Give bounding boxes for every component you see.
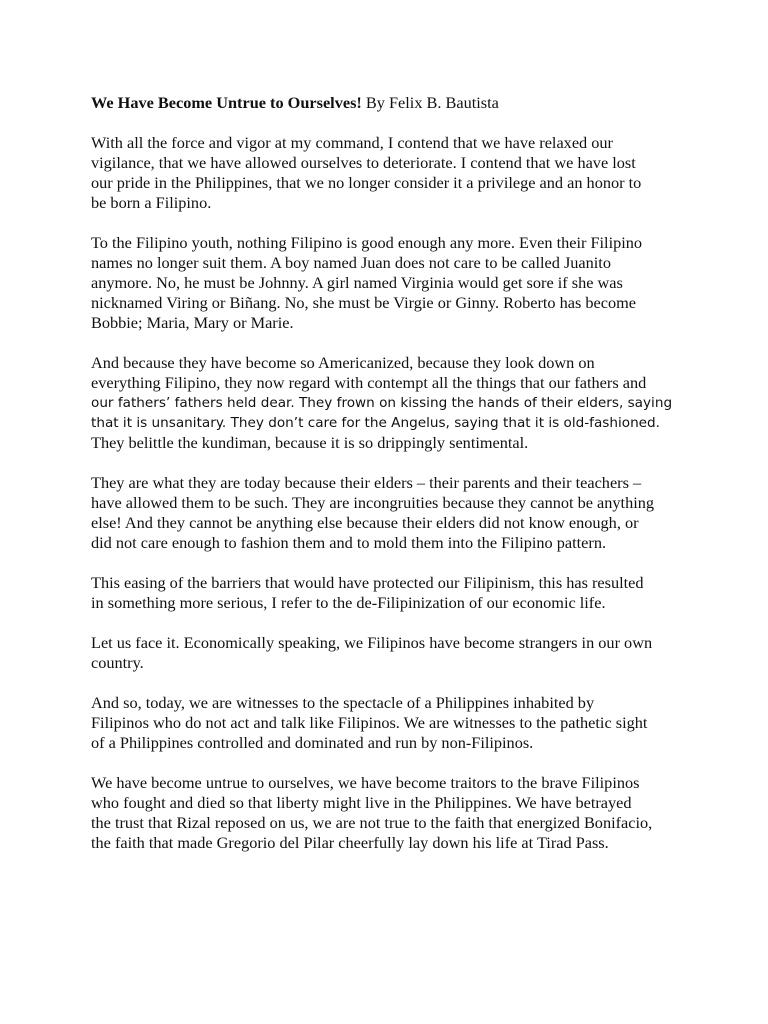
text-line: And so, today, we are witnesses to the spectacle of a Philippines inhabited by (91, 693, 595, 712)
paragraph-3 (91, 353, 691, 453)
text-line: that it is unsanitary. They don’t care for the Angelus, saying that it is old-fashioned. (91, 415, 660, 431)
text-line: who fought and died so that liberty might live in the Philippines. We have betrayed (91, 793, 632, 812)
text-line: And because they have become so Americanized, because they look down on (91, 353, 595, 372)
text-line: names no longer suit them. A boy named Juan does not care to be called Juanito (91, 253, 611, 272)
text-line: vigilance, that we have allowed ourselves to deteriorate. I contend that we have lost (91, 153, 636, 172)
text-line: We have become untrue to ourselves, we have become traitors to the brave Filipinos (91, 773, 640, 792)
paragraph-7 (91, 693, 691, 753)
text-line: our pride in the Philippines, that we no longer consider it a privilege and an honor to (91, 173, 642, 192)
text-line: be born a Filipino. (91, 193, 212, 212)
text-line: They are what they are today because their elders – their parents and their teachers – (91, 473, 642, 492)
paragraph-6 (91, 633, 691, 673)
document-title: We Have Become Untrue to Ourselves! (91, 93, 362, 112)
document-body (91, 93, 691, 873)
paragraph-8 (91, 773, 691, 853)
text-line: of a Philippines controlled and dominated and run by non-Filipinos. (91, 733, 534, 752)
document-byline: By Felix B. Bautista (361, 93, 499, 112)
text-line: anymore. No, he must be Johnny. A girl named Virginia would get sore if she was (91, 273, 623, 292)
text-line: did not care enough to fashion them and to mold them into the Filipino pattern. (91, 533, 607, 552)
text-line: have allowed them to be such. They are incongruities because they cannot be anything (91, 493, 655, 512)
text-line: the trust that Rizal reposed on us, we are not true to the faith that energized Bonifacio, (91, 813, 653, 832)
text-line: With all the force and vigor at my command, I contend that we have relaxed our (91, 133, 613, 152)
text-line: They belittle the kundiman, because it is so drippingly sentimental. (91, 433, 529, 452)
text-line: our fathers’ fathers held dear. They frown on kissing the hands of their elders, saying (91, 395, 673, 411)
text-line: To the Filipino youth, nothing Filipino is good enough any more. Even their Filipino (91, 233, 643, 252)
text-line: nicknamed Viring or Biñang. No, she must be Virgie or Ginny. Roberto has become (91, 293, 637, 312)
text-line: everything Filipino, they now regard with contempt all the things that our fathers and (91, 373, 647, 392)
title-line (91, 93, 691, 113)
text-line: Let us face it. Economically speaking, we Filipinos have become strangers in our own (91, 633, 653, 652)
paragraph-4 (91, 473, 691, 553)
text-line: Bobbie; Maria, Mary or Marie. (91, 313, 294, 332)
text-line: Filipinos who do not act and talk like Filipinos. We are witnesses to the pathetic sight (91, 713, 648, 732)
paragraph-1 (91, 133, 691, 213)
text-line: the faith that made Gregorio del Pilar cheerfully lay down his life at Tirad Pass. (91, 833, 609, 852)
paragraph-5 (91, 573, 691, 613)
text-line: else! And they cannot be anything else because their elders did not know enough, or (91, 513, 639, 532)
text-line: country. (91, 653, 144, 672)
text-line: This easing of the barriers that would have protected our Filipinism, this has resulted (91, 573, 644, 592)
text-line: in something more serious, I refer to the de-Filipinization of our economic life. (91, 593, 606, 612)
paragraph-2 (91, 233, 691, 333)
